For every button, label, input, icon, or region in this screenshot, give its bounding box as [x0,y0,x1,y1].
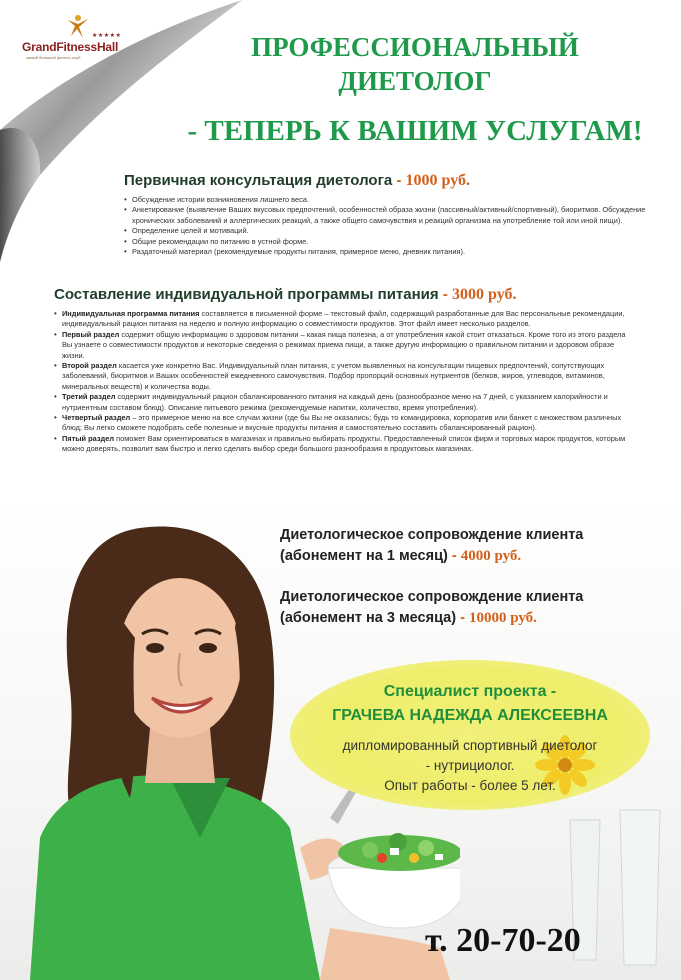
specialist-title-line-1: Специалист проекта - [383,683,557,700]
brand-stars: ★★★★★ [92,33,122,39]
list-item: • Анкетирование (выявление Ваших вкусовых предпочтений, особенностей образа жизни (пассивный/активный/спортивный), биоритмов. Обсуждение хронических заболеваний и аллергических реакций, а также общего самочувствия и реакций организма на употребление той или иной пищи). [124,205,652,226]
list-item-text: – это примерное меню на все случаи жизни (где бы Вы не оказались; будь то командировка, корпоратив или банкет с множеством различных блюд; Вы легко сможете подобрать себе полезные и вкусные продукты питания и самостоятельно составить сбалансированный рацион). [62,413,622,433]
program-dash: - [442,286,448,303]
list-item-text: поможет Вам ориентироваться в магазинах и правильно выбирать продукты. Предоставленный список фирм и торговых марок продуктов, которым можно доверять, позволит вам быстро и легко сделать выбор среди большого разнообразия в продуктовых магазинах. [62,433,626,454]
headline-line-1: ПРОФЕССИОНАЛЬНЫЙ [251,32,579,62]
fitness-figure-icon [66,14,90,40]
phone-number: т. 20-70-20 [425,922,581,959]
list-item: • Обсуждение истории возникновения лишнего веса. [124,195,652,205]
specialist-name: ГРАЧЕВА НАДЕЖДА АЛЕКСЕЕВНА [332,707,608,724]
offer-line-1: Диетологическое сопровождение клиента [280,589,584,605]
list-item [54,413,629,434]
offer-line-1: Диетологическое сопровождение клиента [280,527,584,543]
brand-name: GrandFitnessHall [22,40,119,54]
offer-term: (абонемент на 3 месяца) [280,610,457,626]
brand-tagline: самый большой фитнес-клуб [26,55,81,60]
list-item-text: касается уже конкретно Вас. Индивидуальный план питания, с учетом выявленных на консультации пищевых предпочтений, сопутствующих заболеваний, биоритмов и Ваших особенностей ежедневного самочувствия. Подбор пропорций основных нутриентов (белков, жиров, углеводов, витаминов, минеральных веществ) и количества воды. [62,361,605,391]
headline [175,30,655,148]
offer-dash: - [451,548,457,564]
offer-price: 4000 руб. [460,548,522,564]
program-list [54,309,629,455]
list-item-lead: Третий раздел [62,392,116,402]
program-title [54,286,516,304]
offer-dash: - [460,610,465,626]
list-item: • Общие рекомендации по питанию в устной форме. [124,237,652,247]
specialist-description [300,736,640,796]
consult-price: 1000 руб. [405,172,470,189]
specialist-desc-line-2: - нутрициолог. [425,758,515,773]
consult-list [124,195,652,257]
list-item [54,309,629,330]
consult-title [124,172,470,190]
headline-line-3: - ТЕПЕРЬ К ВАШИМ УСЛУГАМ! [187,115,643,147]
list-item: • Определение целей и мотиваций. [124,226,652,236]
specialist-desc-line-3: Опыт работы - более 5 лет. [384,778,556,793]
headline-line-2: ДИЕТОЛОГ [338,66,492,96]
list-item [54,361,629,392]
offer-price: 10000 руб. [468,610,537,626]
offer-term: (абонемент на 1 месяц) [280,548,448,564]
list-item-text: содержит общую информацию о здоровом питании – какая пища полезна, а от употребления какой стоит отказаться. Кроме того из этого раздела Вы узнаете о совместимости продуктов и некоторые сведения о режимах приема пищи, а также другую информацию о правильном питании и здоровом образе жизни. [62,329,626,360]
program-price: 3000 руб. [452,286,517,303]
consult-title-text: Первичная консультация диетолога [124,172,393,189]
specialist-title [300,680,640,728]
list-item-lead: Пятый раздел [62,433,115,443]
program-title-text: Составление индивидуальной программы питания [54,286,439,303]
brand-logo [22,14,132,64]
list-item [54,392,629,413]
list-item: • Раздаточный материал (рекомендуемые продукты питания, примерное меню, дневник питания). [124,247,652,257]
list-item-lead: Второй раздел [62,361,117,371]
offer-1-month [280,525,583,567]
list-item-lead: Четвертый раздел [62,413,131,423]
list-item [54,434,629,455]
offer-line-2 [280,608,583,629]
specialist-desc-line-1: дипломированный спортивный диетолог [342,738,598,753]
list-item-lead: Индивидуальная программа питания [62,309,200,318]
offer-line-2 [280,546,583,567]
consult-dash: - [396,172,402,189]
list-item-lead: Первый раздел [62,329,120,339]
offer-3-months [280,587,583,629]
list-item-text: составляется в письменной форме – текстовый файл, содержащий разработанные для Вас персональные рекомендации, индивидуальный рацион питания на неделю и полную информацию о совместимости продуктов. Этот файл имеет несколько разделов. [62,309,625,329]
list-item [54,330,629,361]
list-item-text: содержит индивидуальный рацион сбалансированного питания на каждый день (разнообразное меню на 7 дней, с указанием калорийности и нутриентным составом блюд). Описание питьевого режима (рекомендуемые напитки, количество, время употребления). [62,392,608,412]
